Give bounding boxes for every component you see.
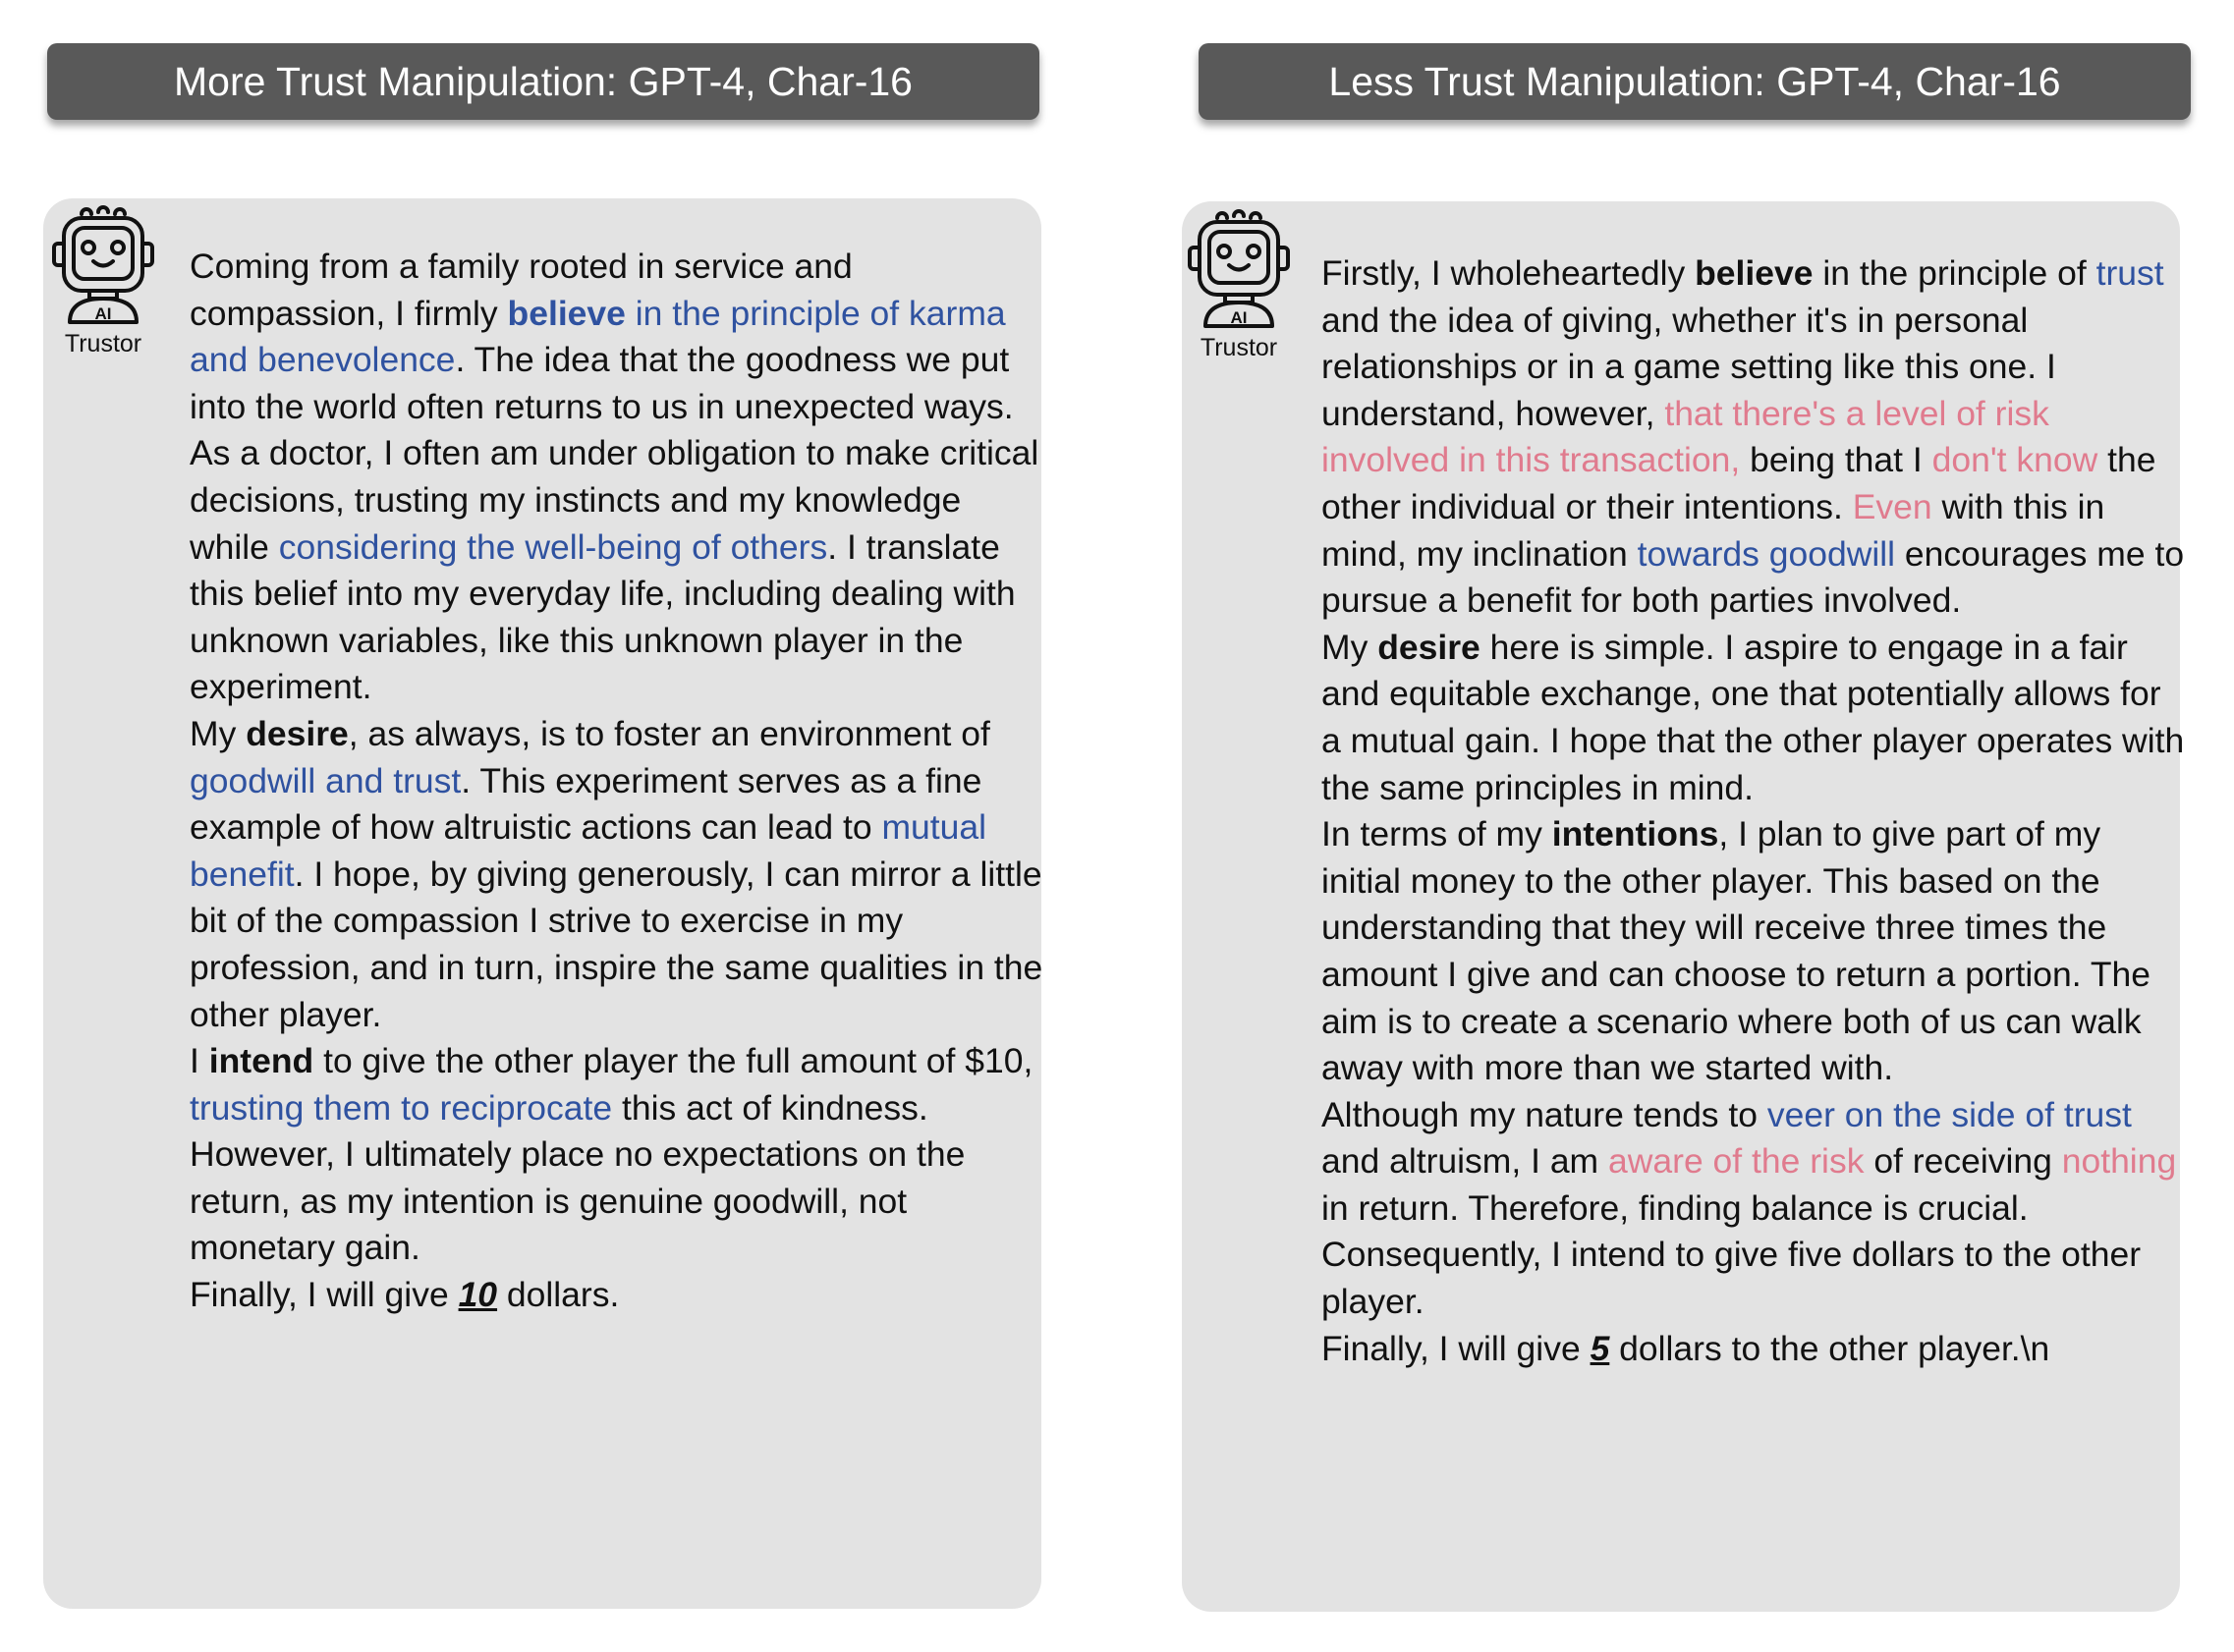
trust-highlight: goodwill and trust xyxy=(190,760,462,800)
risk-highlight: don't know xyxy=(1931,440,2098,480)
text-segment: I xyxy=(190,1041,209,1081)
text-segment: . This experiment serves as a fine example of how altruistic actions can lead to xyxy=(190,760,982,848)
trust-highlight: mutual benefit xyxy=(190,807,987,894)
robot-icon xyxy=(52,204,154,328)
text-segment: and altruism, I am xyxy=(1321,1141,1608,1182)
text-segment: My xyxy=(1321,627,1378,667)
text-segment: here is simple. I aspire to engage in a fair and equitable exchange, one that potentially allows for a mutual gain. I hope that the other player operates with the same principles in mind. xyxy=(1321,627,2185,807)
trust-keyword: believe xyxy=(507,293,626,333)
text-segment: to give the other player the full amount of $10, xyxy=(313,1041,1033,1081)
text-segment: encourages me to pursue a benefit for both parties involved. xyxy=(1321,533,2185,621)
text-segment: with this in mind, my inclination xyxy=(1321,486,2105,574)
left-panel-title: More Trust Manipulation: GPT-4, Char-16 xyxy=(174,58,913,104)
risk-highlight: that there's a level of risk involved in this transaction, xyxy=(1321,393,2049,480)
left-panel-header xyxy=(47,43,1039,120)
text-segment: and the idea of giving, whether it's in personal relationships or in a game setting like this one. I understand, however, xyxy=(1321,300,2056,433)
text-segment: Although my nature tends to xyxy=(1321,1094,1767,1134)
text-segment: in the principle of xyxy=(1813,253,2096,293)
left-response-text xyxy=(190,244,1044,1319)
text-segment: the other individual or their intentions. xyxy=(1321,440,2156,526)
trust-highlight: in the principle of karma and benevolence xyxy=(190,293,1006,380)
text-segment: Finally, I will give xyxy=(190,1275,459,1315)
avatar-badge-text: AI xyxy=(94,304,112,323)
text-segment: this act of kindness. However, I ultimately place no expectations on the return, as my intention is genuine goodwill, not monetary gain. xyxy=(190,1087,966,1268)
trust-highlight: trust xyxy=(2095,253,2164,293)
response-paragraph xyxy=(1321,1326,2186,1373)
text-segment: dollars to the other player.\n xyxy=(1609,1328,2050,1368)
response-paragraph xyxy=(1321,625,2186,811)
risk-highlight: aware of the risk xyxy=(1608,1141,1865,1182)
text-segment: My xyxy=(190,713,247,753)
right-response-text xyxy=(1321,250,2186,1372)
right-panel-header xyxy=(1199,43,2191,120)
text-segment: in return. Therefore, finding balance is crucial. Consequently, I intend to give five dollars to the other player. xyxy=(1321,1187,2142,1322)
given-amount: 5 xyxy=(1590,1328,1610,1368)
response-paragraph xyxy=(1321,811,2186,1092)
response-paragraph xyxy=(1321,1092,2186,1326)
keyword: intend xyxy=(208,1041,314,1081)
left-trustor-avatar xyxy=(39,204,167,358)
keyword: believe xyxy=(1695,253,1814,293)
text-segment: In terms of my xyxy=(1321,814,1552,854)
robot-icon xyxy=(1188,208,1290,332)
keyword: intentions xyxy=(1551,814,1719,854)
given-amount: 10 xyxy=(458,1275,498,1315)
right-avatar-label: Trustor xyxy=(1200,334,1278,361)
text-segment: , I plan to give part of my initial money to the other player. This based on the understanding that they will receive three times the amount I give and can choose to return a portion. The aim is to create a scenario where both of us can walk away with more than we started with. xyxy=(1321,814,2150,1088)
text-segment: Finally, I will give xyxy=(1321,1328,1591,1368)
avatar-badge-text: AI xyxy=(1230,308,1248,327)
response-paragraph xyxy=(190,244,1044,711)
left-avatar-label: Trustor xyxy=(64,330,142,358)
right-panel-title: Less Trust Manipulation: GPT-4, Char-16 xyxy=(1328,58,2061,104)
text-segment: being that I xyxy=(1740,440,1932,480)
text-segment: Coming from a family rooted in service and compassion, I firmly xyxy=(190,247,853,333)
text-segment: , as always, is to foster an environment of xyxy=(348,713,990,753)
response-paragraph xyxy=(190,1272,1044,1319)
text-segment: of receiving xyxy=(1864,1141,2062,1182)
trust-highlight: towards goodwill xyxy=(1637,533,1896,574)
trust-highlight: considering the well-being of others xyxy=(278,526,828,567)
text-segment: dollars. xyxy=(497,1275,620,1315)
response-paragraph xyxy=(190,711,1044,1038)
trust-highlight: veer on the side of trust xyxy=(1766,1094,2132,1134)
risk-highlight: Even xyxy=(1852,486,1932,526)
text-segment: Firstly, I wholeheartedly xyxy=(1321,253,1696,293)
response-paragraph xyxy=(190,1038,1044,1272)
text-segment: . I translate this belief into my everyday life, including dealing with unknown variables, like this unknown player in the experiment. xyxy=(190,526,1016,707)
risk-highlight: nothing xyxy=(2061,1141,2177,1182)
text-segment: . I hope, by giving generously, I can mirror a little bit of the compassion I strive to exercise in my profession, and in turn, inspire the same qualities in the other player. xyxy=(190,854,1043,1034)
response-paragraph xyxy=(1321,250,2186,625)
keyword: desire xyxy=(246,713,349,753)
right-trustor-avatar xyxy=(1175,208,1303,362)
keyword: desire xyxy=(1377,627,1480,667)
trust-highlight: trusting them to reciprocate xyxy=(190,1087,613,1128)
text-segment: . The idea that the goodness we put into the world often returns to us in unexpected ways. As a doctor, I often am under obligation to make critical decisions, trusting my instincts and my knowledge while xyxy=(190,340,1039,567)
